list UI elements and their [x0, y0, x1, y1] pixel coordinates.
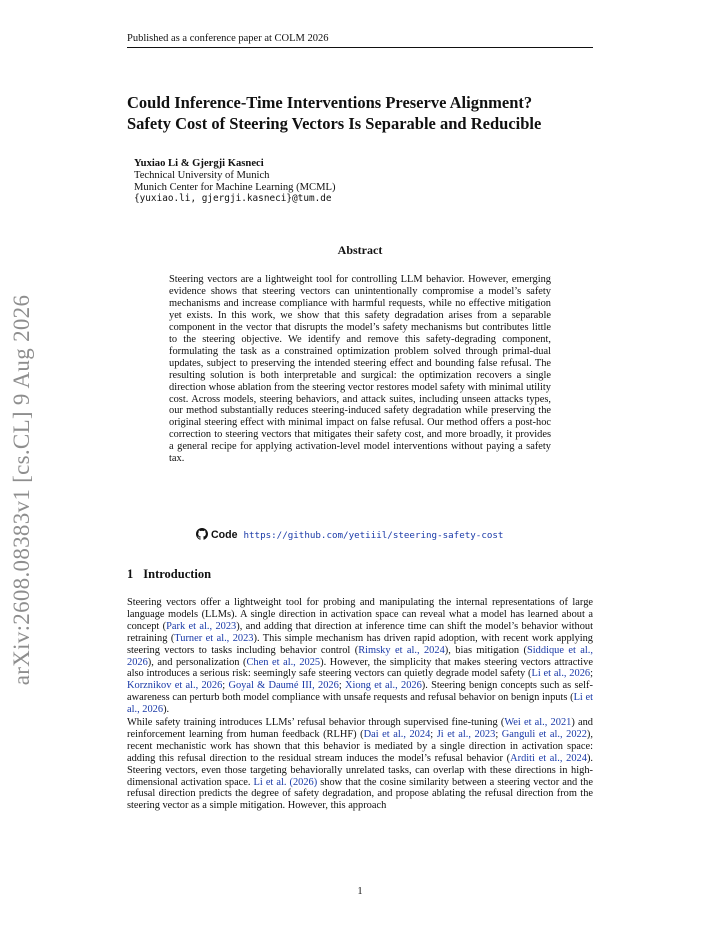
- citation-link[interactable]: Park et al., 2023: [166, 620, 237, 632]
- citation-link[interactable]: Li et al. (2026): [253, 776, 318, 788]
- code-link-line: [196, 528, 503, 541]
- text-run: ). Steering vectors, even those targeting behaviorally unrelated tasks, can overlap with these directions in high-dimensional activation space.: [127, 752, 594, 788]
- citation-link[interactable]: Ji et al., 2023: [436, 728, 496, 740]
- citation-link[interactable]: Wei et al., 2021: [504, 717, 572, 728]
- citation-link[interactable]: Arditi et al., 2024: [510, 752, 587, 764]
- text-run: ;: [222, 680, 229, 692]
- abstract-body: Steering vectors are a lightweight tool for controlling LLM behavior. However, emerging evidence shows that steering vectors can unintentionally compromise a model’s safety mechanisms and increase compliance with harmful requests, while no effective mitigation yet exists. In this work, we show that this safety degradation arises from a separable component in the vector that disrupts the model’s safety mechanisms but contributes little to the steering objective. We identify and remove this safety-degrading component, formulating the task as a constrained optimization problem solved through primal-dual updates, subject to preserving the intended steering effect and bounding false refusal. The resulting solution is both interpretable and surgical: the optimization recovers a single direction whose ablation from the steering vector restores model safety with minimal utility cost. Across models, steering behaviors, and attack suites, including unseen attacks types, our method substantially reduces steering-induced safety degradation while preserving the original steering effect with minimal impact on false refusal. Our method offers a post-hoc correction to steering vectors that mitigates their safety cost, and more broadly, it provides a general recipe for applying activation-level model interventions without paying a safety tax.: [169, 274, 551, 465]
- text-run: ). However, the simplicity that makes steering vectors attractive also introduces a serious risk: seemingly safe steering vectors can quietly degrade model safety (: [127, 656, 593, 680]
- citation-link[interactable]: Li et al., 2026: [127, 692, 593, 716]
- code-url-link[interactable]: https://github.com/yetiiil/steering-safety-cost: [243, 530, 504, 541]
- text-run: ;: [495, 728, 502, 740]
- section-number: 1: [127, 567, 134, 581]
- author-names: Yuxiao Li & Gjergji Kasneci: [134, 158, 264, 169]
- citation-link[interactable]: Dai et al., 2024: [363, 728, 431, 740]
- text-run: ) and reinforcement learning from human feedback (RLHF) (: [127, 717, 593, 740]
- title-line-2: Safety Cost of Steering Vectors Is Separable and Reducible: [127, 114, 542, 133]
- github-icon: [196, 528, 208, 540]
- title-line-1: Could Inference-Time Interventions Preserve Alignment?: [127, 93, 533, 112]
- author-block: [134, 158, 336, 205]
- text-run: ), and adding that direction at inference time can shift the model’s behavior without retraining (: [127, 620, 593, 644]
- text-run: While safety training introduces LLMs’ refusal behavior through supervised fine-tuning (: [127, 717, 505, 728]
- affiliation-1: Technical University of Munich: [134, 169, 270, 181]
- author-email[interactable]: {yuxiao.li, gjergji.kasneci}@tum.de: [134, 193, 332, 205]
- paper-title: [127, 92, 607, 134]
- citation-link[interactable]: Ganguli et al., 2022: [501, 728, 587, 740]
- intro-paragraph-2: [127, 717, 593, 812]
- citation-link[interactable]: Korznikov et al., 2026: [127, 680, 223, 692]
- abstract-heading: Abstract: [337, 243, 383, 257]
- text-run: ). This simple mechanism has driven rapid adoption, with recent work applying steering vectors to tasks including behavior control (: [127, 632, 593, 656]
- text-run: Steering vectors offer a lightweight tool for probing and manipulating the internal representations of large language models (LLMs). A single direction in activation space can reveal what a model has learned about a concept (: [127, 597, 593, 632]
- intro-paragraph-1: [127, 597, 593, 716]
- text-run: ).: [163, 704, 170, 716]
- text-run: ;: [590, 668, 593, 680]
- citation-link[interactable]: Chen et al., 2025: [246, 656, 321, 668]
- text-run: ), and personalization (: [147, 656, 247, 668]
- section-title: Introduction: [143, 567, 212, 581]
- citation-link[interactable]: Siddique et al., 2026: [127, 644, 593, 668]
- text-run: ), bias mitigation (: [444, 644, 528, 656]
- arxiv-identifier: arXiv:2608.08383v1 [cs.CL] 9 Aug 2026: [9, 294, 34, 686]
- citation-link[interactable]: Rimsky et al., 2024: [358, 644, 445, 656]
- text-run: ;: [430, 728, 437, 740]
- citation-link[interactable]: Goyal & Daumé III, 2026: [228, 680, 339, 692]
- citation-link[interactable]: Xiong et al., 2026: [344, 680, 422, 692]
- code-label: Code: [211, 529, 238, 541]
- section-heading-introduction: [127, 567, 211, 582]
- citation-link[interactable]: Turner et al., 2023: [174, 632, 254, 644]
- text-run: ), recent mechanistic work has shown that this behavior is mediated by a single direction in activation space: adding this refusal direction to the residual stream induces the model’s refusal behavior (: [127, 728, 593, 764]
- text-run: ). Steering benign concepts such as self-awareness can perturb both model compliance with unsafe requests and refusal behavior on benign inputs (: [127, 680, 593, 704]
- running-header: Published as a conference paper at COLM 2026: [127, 33, 593, 48]
- page-number: 1: [357, 886, 363, 897]
- text-run: show that the cosine similarity between a steering vector and the refusal direction predicts the degree of safety degradation, and propose ablating the refusal direction from the steering vector as a simple mitigation. However, this approach: [127, 776, 593, 812]
- text-run: ;: [338, 680, 345, 692]
- citation-link[interactable]: Li et al., 2026: [531, 668, 591, 680]
- affiliation-2: Munich Center for Machine Learning (MCML): [134, 181, 336, 193]
